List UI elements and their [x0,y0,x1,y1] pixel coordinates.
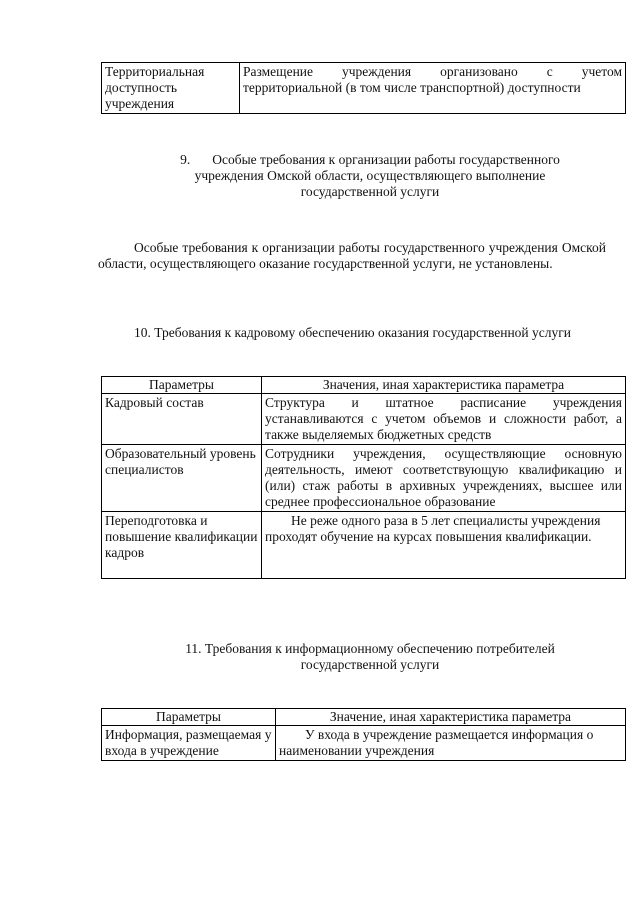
table-row [102,394,626,445]
staffing-table [101,376,626,579]
table-header-row [102,377,626,394]
table-row [102,63,626,114]
section-9-heading [150,152,590,200]
table-header-row [102,709,626,726]
table-cell-param: Информация, размещаемая у входа в учреждение [102,726,276,761]
section-10-heading: 10. Требования к кадровому обеспечению оказания государственной услуги [134,325,572,340]
column-header: Значение, иная характеристика параметра [276,709,626,726]
table-cell-param: Территориальная доступность учреждения [102,63,240,114]
column-header: Параметры [102,709,276,726]
section-9-title: Особые требования к организации работы государственного учреждения Омской области, осуществляющего выполнение государственной услуги [194,152,560,199]
table-cell-value: Размещение учреждения организовано с учетом территориальной (в том числе транспортной) доступности [240,63,626,114]
table-cell-value: У входа в учреждение размещается информация о наименовании учреждения [276,726,626,761]
column-header: Значения, иная характеристика параметра [262,377,626,394]
section-9-number: 9. [180,152,191,167]
table-cell-param: Переподготовка и повышение квалификации кадров [102,512,262,579]
table-cell-param: Образовательный уровень специалистов [102,445,262,512]
table-row [102,512,626,579]
table-cell-value: Сотрудники учреждения, осуществляющие основную деятельность, имеют соответствующую квалификацию и (или) стаж работы в архивных учреждениях, высшее или среднее профессиональное образование [262,445,626,512]
table-cell-value: Не реже одного раза в 5 лет специалисты учреждения проходят обучение на курсах повышения квалификации. [262,512,626,579]
column-header: Параметры [102,377,262,394]
table-cell-param: Кадровый состав [102,394,262,445]
access-table [101,62,626,114]
section-11-heading: 11. Требования к информационному обеспечению потребителей государственной услуги [185,641,555,672]
table-row [102,445,626,512]
information-table [101,708,626,761]
table-cell-value: Структура и штатное расписание учреждения устанавливаются с учетом объемов и сложности работ, а также выделяемых бюджетных средств [262,394,626,445]
section-9-body: Особые требования к организации работы государственного учреждения Омской области, осуществляющего оказание государственной услуги, не установлены. [98,240,606,271]
table-row [102,726,626,761]
